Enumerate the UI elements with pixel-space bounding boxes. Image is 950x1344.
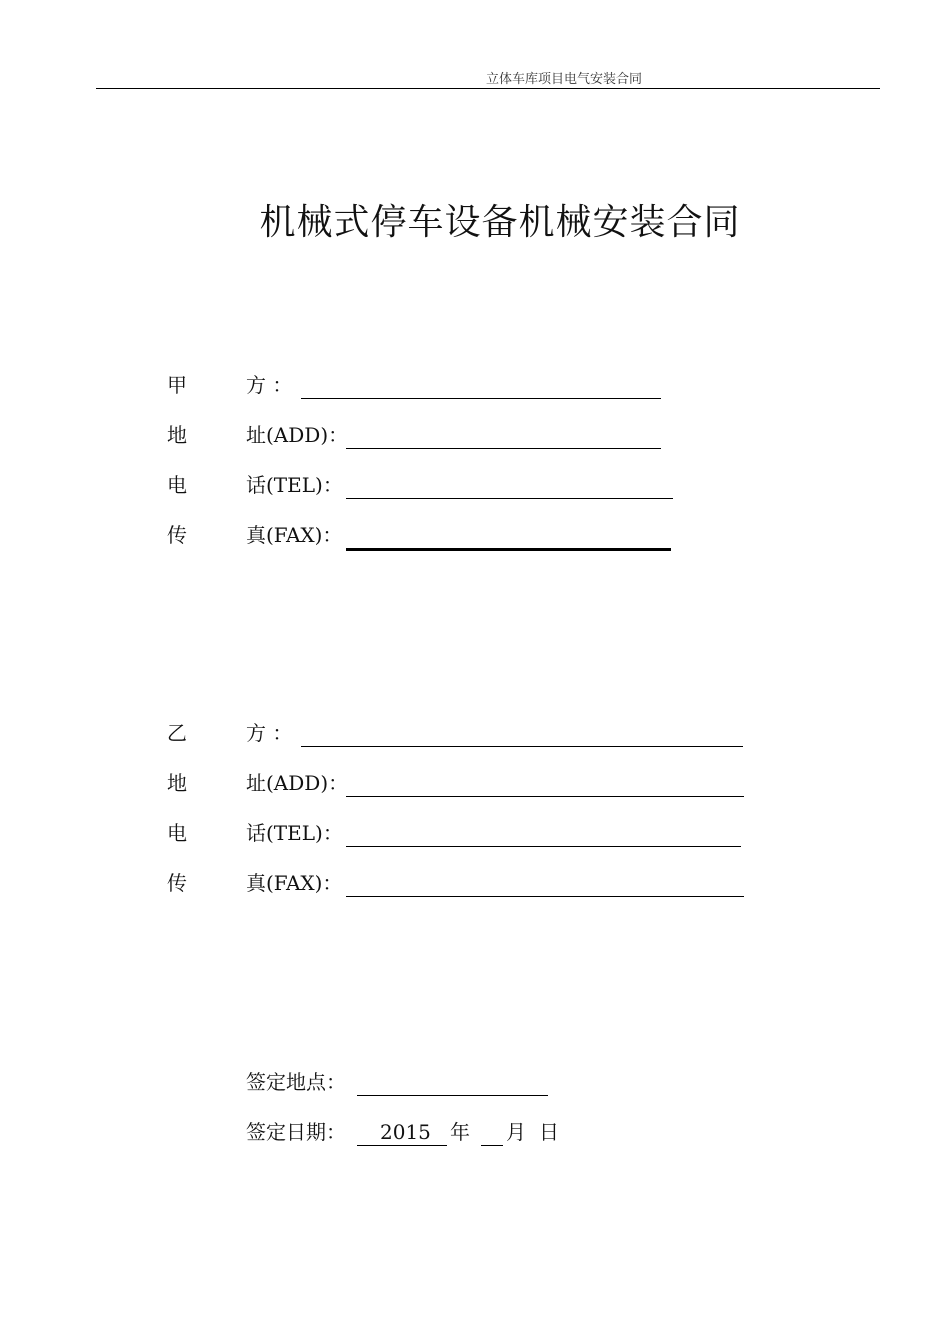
header-rule <box>96 88 880 89</box>
header-text: 立体车库项目电气安装合同 <box>486 72 643 87</box>
signing-place-label: 签定地点： <box>246 1070 346 1094</box>
party-b-name-label: 方 ： <box>246 721 293 745</box>
document-title: 机械式停车设备机械安装合同 <box>259 202 741 243</box>
party-b-address-lead: 地 <box>167 771 187 795</box>
party-b-phone-blank[interactable] <box>346 846 741 847</box>
party-a-name-label: 方 ： <box>246 373 293 397</box>
party-b-name-row <box>0 720 950 750</box>
party-b-phone-lead: 电 <box>167 821 187 845</box>
party-a-fax-blank[interactable] <box>346 548 671 551</box>
party-a-address-blank[interactable] <box>346 448 661 449</box>
party-b-fax-row <box>0 870 950 900</box>
signing-date-row <box>0 1119 950 1149</box>
party-a-lead-char: 甲 <box>167 373 187 397</box>
party-a-fax-lead: 传 <box>167 523 187 547</box>
party-b-fax-blank[interactable] <box>346 896 744 897</box>
party-a-phone-row <box>0 472 950 502</box>
signing-year-value: 2015 <box>380 1120 431 1144</box>
party-a-address-label: 址(ADD)： <box>246 423 349 447</box>
party-b-name-blank[interactable] <box>301 746 743 747</box>
party-b-phone-row <box>0 820 950 850</box>
party-b-fax-label: 真(FAX)： <box>246 871 343 895</box>
party-b-lead-char: 乙 <box>167 721 187 745</box>
party-a-fax-label: 真(FAX)： <box>246 523 343 547</box>
party-b-fax-lead: 传 <box>167 871 187 895</box>
party-a-name-blank[interactable] <box>301 398 661 399</box>
signing-year-blank[interactable] <box>357 1145 447 1146</box>
party-a-address-lead: 地 <box>167 423 187 447</box>
page-header <box>0 70 950 90</box>
signing-place-blank[interactable] <box>357 1095 548 1096</box>
party-a-phone-label: 话(TEL)： <box>246 473 343 497</box>
party-b-phone-label: 话(TEL)： <box>246 821 343 845</box>
signing-date-label: 签定日期： <box>246 1120 346 1144</box>
party-a-fax-row <box>0 522 950 552</box>
signing-day-unit: 日 <box>539 1120 559 1144</box>
signing-month-unit: 月 <box>506 1120 526 1144</box>
signing-year-unit: 年 <box>450 1120 470 1144</box>
party-a-address-row <box>0 422 950 452</box>
party-a-name-row <box>0 372 950 402</box>
party-b-address-row <box>0 770 950 800</box>
party-a-phone-lead: 电 <box>167 473 187 497</box>
party-b-address-label: 址(ADD)： <box>246 771 349 795</box>
party-b-address-blank[interactable] <box>346 796 744 797</box>
party-a-phone-blank[interactable] <box>346 498 673 499</box>
signing-month-blank[interactable] <box>481 1145 503 1146</box>
signing-place-row <box>0 1069 950 1099</box>
